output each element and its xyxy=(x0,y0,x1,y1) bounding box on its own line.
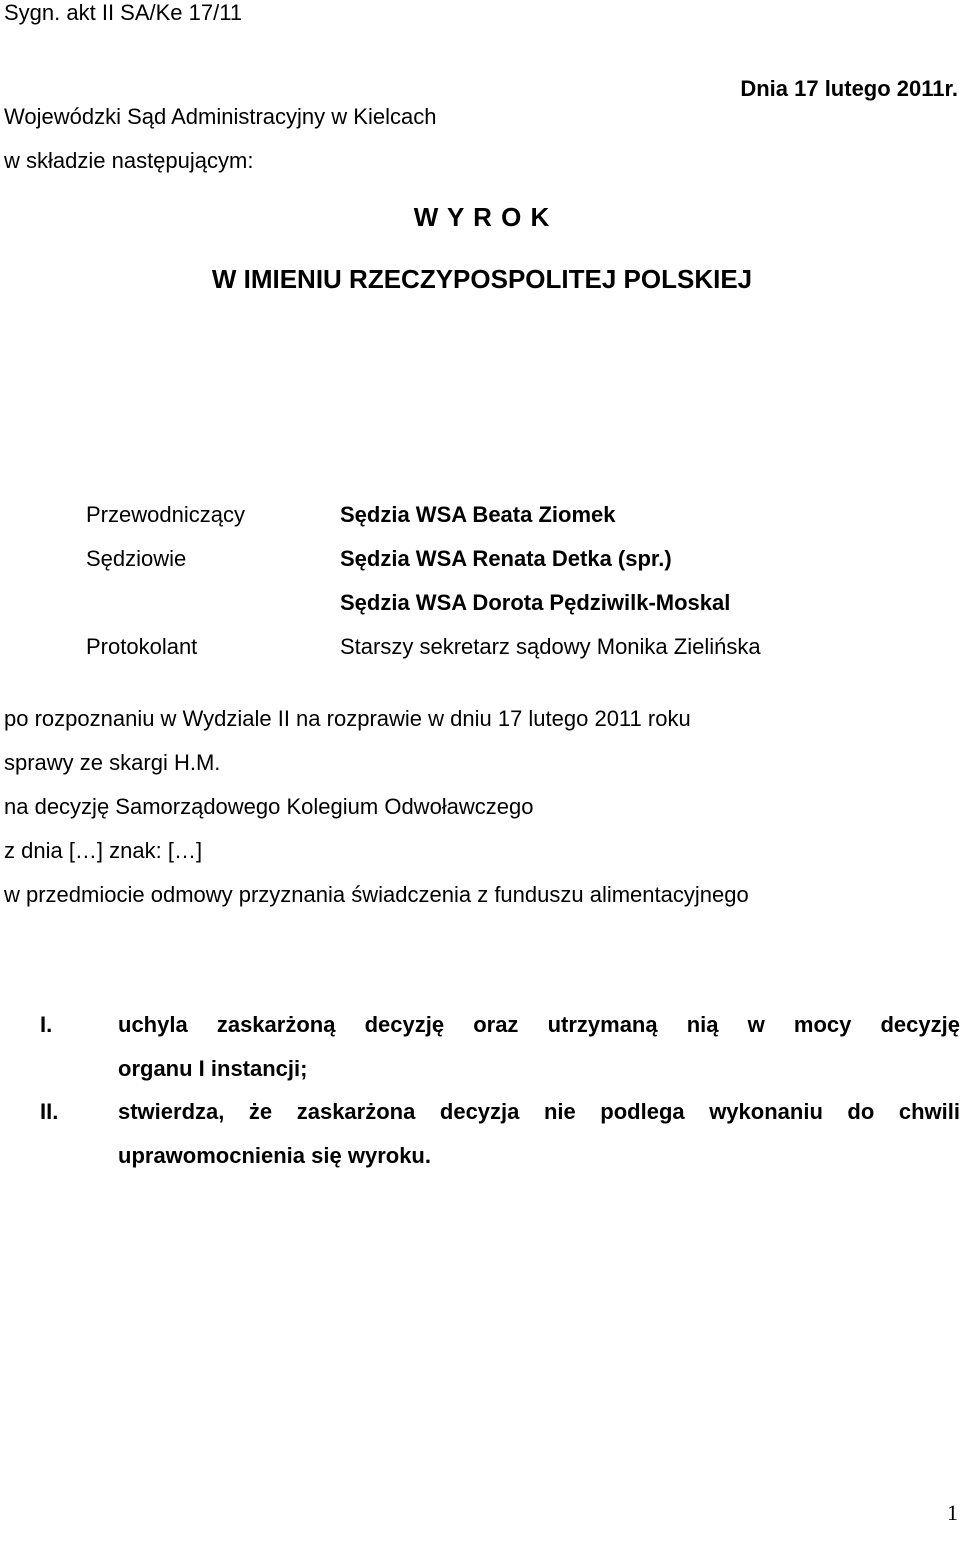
ruling-number-1: I. xyxy=(40,1012,53,1037)
case-reference: Sygn. akt II SA/Ke 17/11 xyxy=(4,0,243,25)
person-presiding: Sędzia WSA Beata Ziomek xyxy=(340,502,616,527)
composition-intro: w składzie następującym: xyxy=(4,148,254,173)
case-line-1: po rozpoznaniu w Wydziale II na rozprawie w dniu 17 lutego 2011 roku xyxy=(4,706,691,731)
ruling-text-2b: uprawomocnienia się wyroku. xyxy=(118,1143,431,1168)
court-name: Wojewódzki Sąd Administracyjny w Kielcach xyxy=(4,104,437,129)
role-judges: Sędziowie xyxy=(86,546,187,571)
document-title: W Y R O K xyxy=(413,202,551,232)
case-line-3: na decyzję Samorządowego Kolegium Odwoławczego xyxy=(4,794,534,819)
person-judge-2: Sędzia WSA Dorota Pędziwilk-Moskal xyxy=(340,590,731,615)
document-subtitle: W IMIENIU RZECZYPOSPOLITEJ POLSKIEJ xyxy=(211,264,753,294)
case-line-5: w przedmiocie odmowy przyznania świadczenia z funduszu alimentacyjnego xyxy=(4,882,749,907)
person-judge-1: Sędzia WSA Renata Detka (spr.) xyxy=(340,546,672,571)
role-clerk: Protokolant xyxy=(86,634,198,659)
case-line-4: z dnia […] znak: […] xyxy=(4,838,203,863)
page-number: 1 xyxy=(947,1500,958,1525)
ruling-text-1a: uchyla zaskarżoną decyzję oraz utrzymaną nią w mocy decyzję xyxy=(118,1012,960,1037)
ruling-text-1b: organu I instancji; xyxy=(118,1056,308,1081)
case-line-2: sprawy ze skargi H.M. xyxy=(4,750,221,775)
ruling-text-2a: stwierdza, że zaskarżona decyzja nie podlega wykonaniu do chwili xyxy=(118,1099,960,1124)
judgment-date: Dnia 17 lutego 2011r. xyxy=(740,76,958,101)
person-clerk: Starszy sekretarz sądowy Monika Zielińska xyxy=(340,634,761,659)
ruling-number-2: II. xyxy=(40,1099,59,1124)
role-presiding: Przewodniczący xyxy=(86,502,245,527)
